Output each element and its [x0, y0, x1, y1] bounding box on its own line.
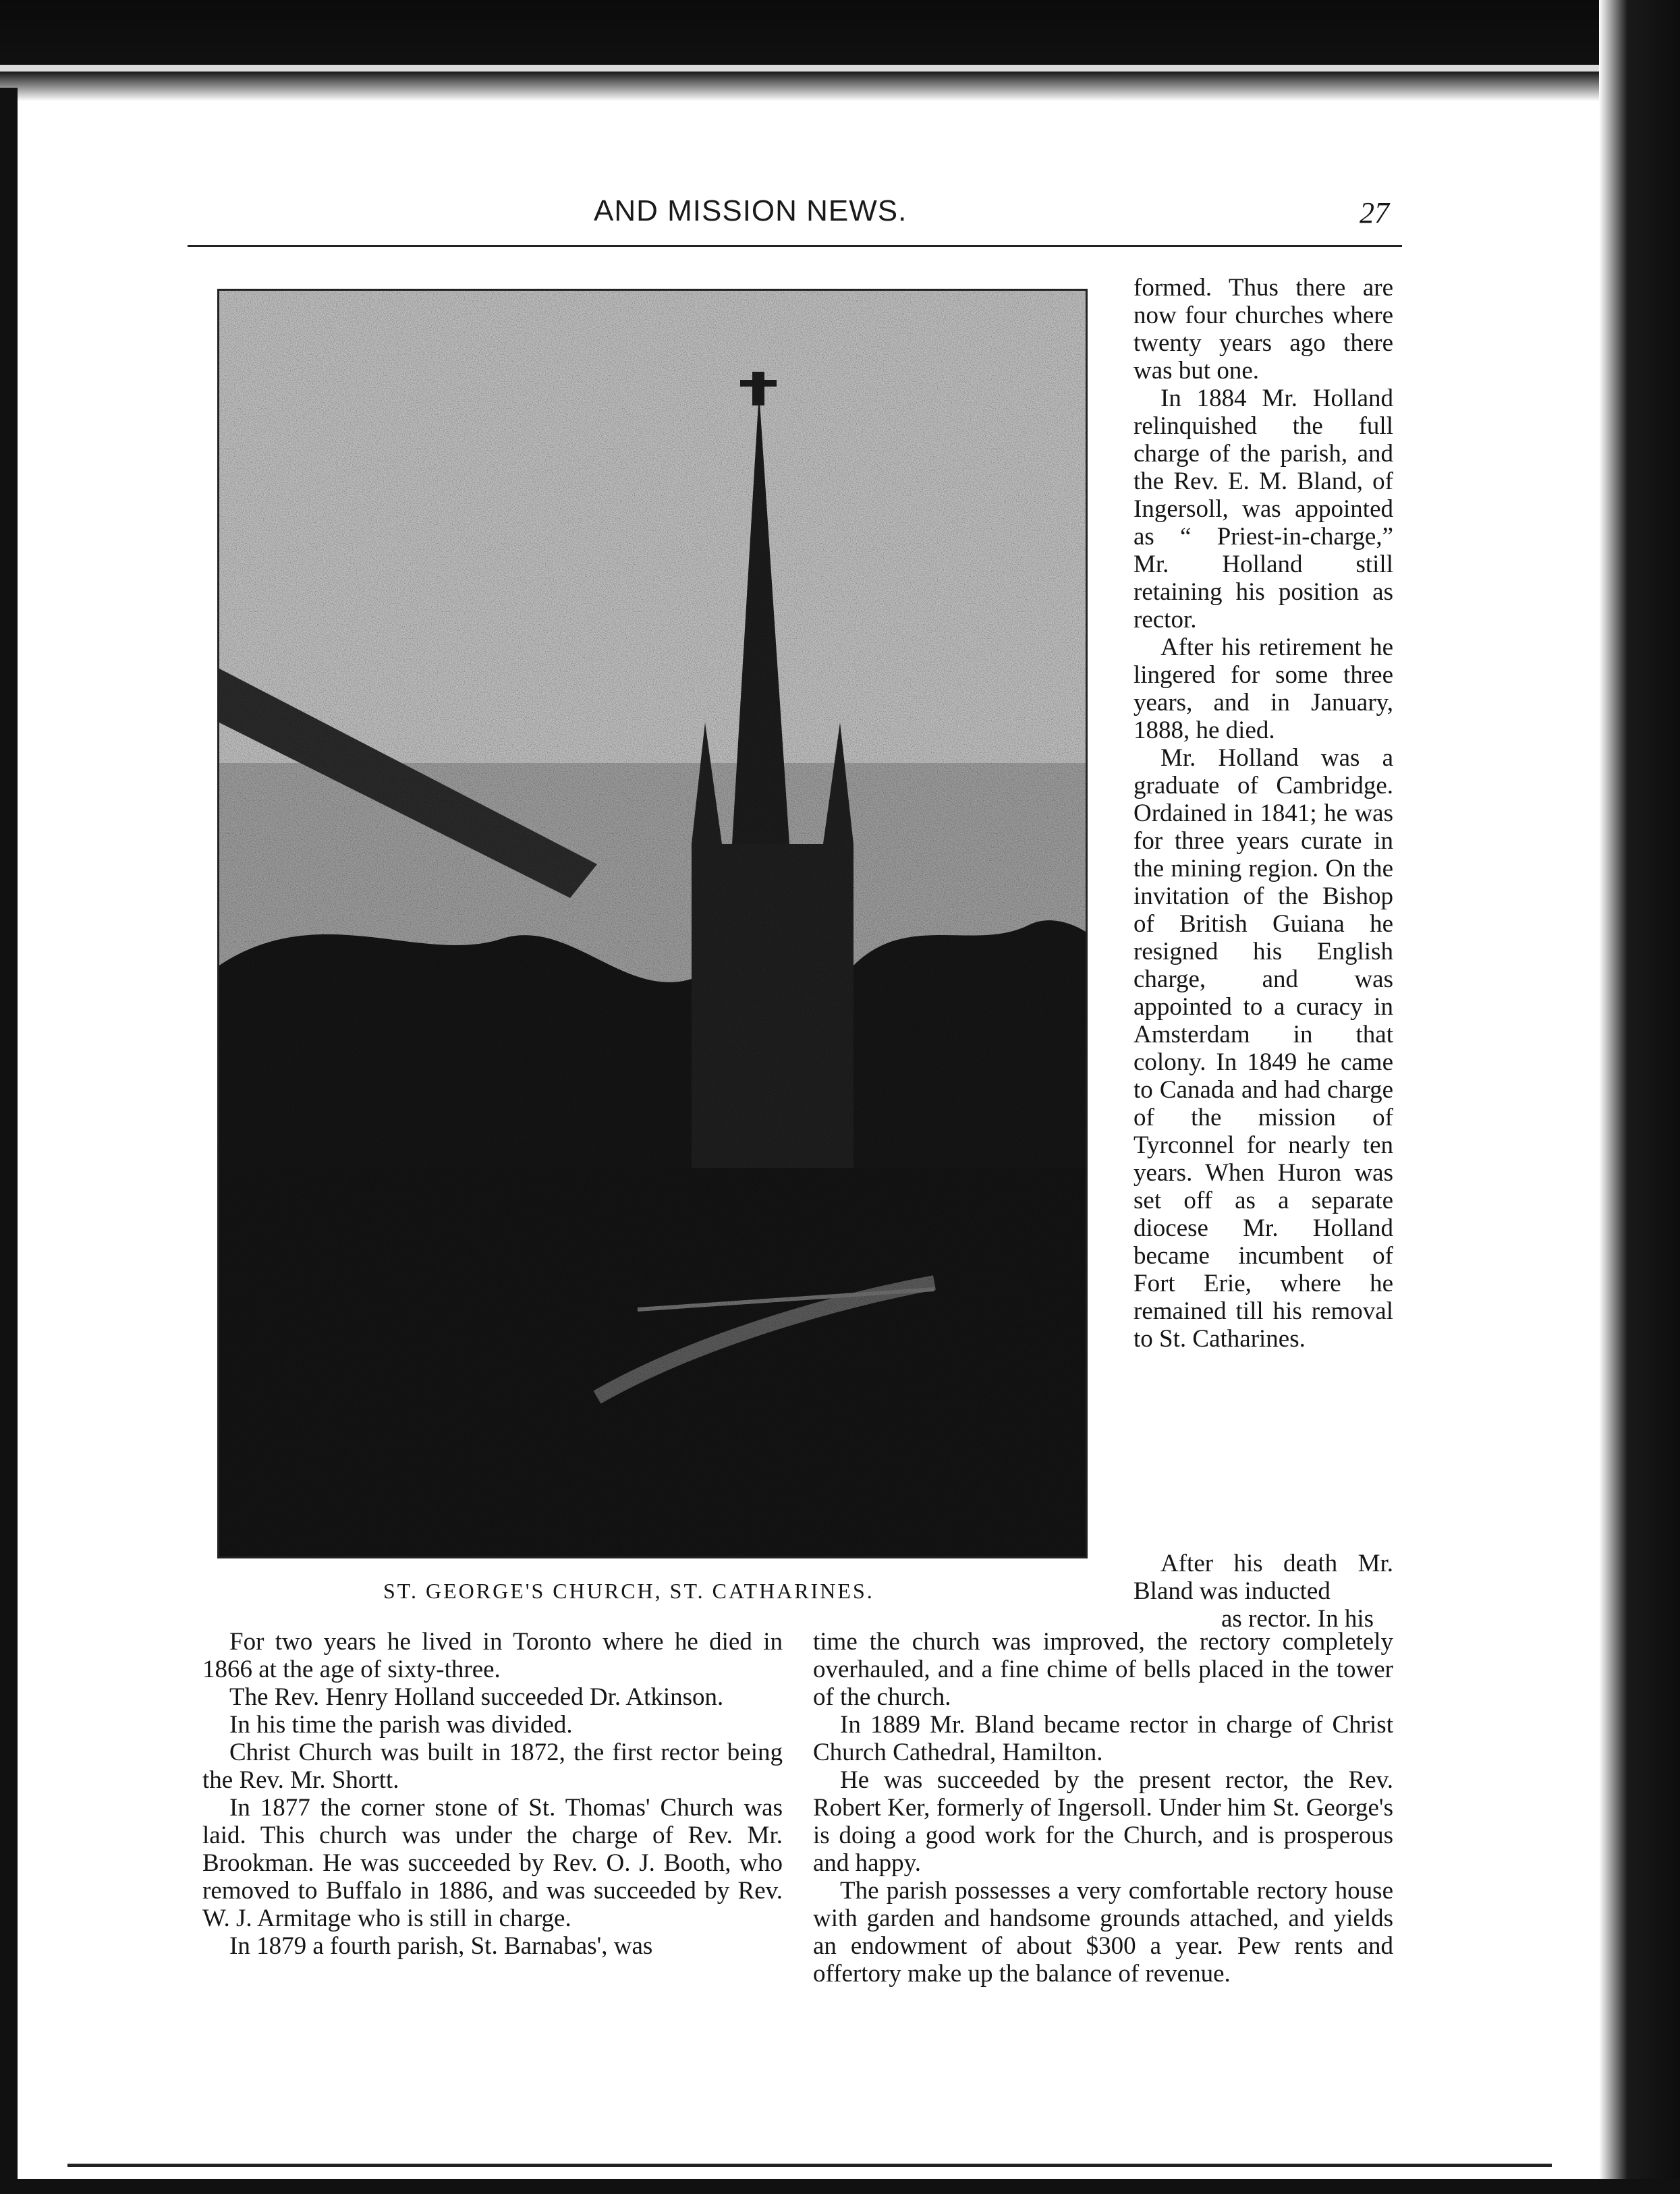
paragraph: In 1877 the corner stone of St. Thomas' Church was laid. This church was under the charge of Rev. Mr. Brookman. He was succeeded by Rev. O. J. Booth, who removed to Buffalo in 1886, and was succeeded by Rev. W. J. Armitage who is still in charge. [202, 1794, 783, 1932]
scan-top-edge [0, 0, 1680, 101]
paragraph: For two years he lived in Toronto where he died in 1866 at the age of sixty-three. [202, 1628, 783, 1683]
church-steeple-photo-icon [219, 291, 1086, 1556]
church-photo [217, 289, 1088, 1558]
paragraph: In 1884 Mr. Holland relinquished the full charge of the parish, and the Rev. E. M. Bland, of Ingersoll, was appointed as “ Priest-in-charge,” Mr. Holland still retaining his position as rector. [1133, 385, 1393, 634]
paragraph: After his retirement he lingered for some three years, and in January, 1888, he died. [1133, 634, 1393, 744]
paragraph: The Rev. Henry Holland succeeded Dr. Atkinson. [229, 1683, 724, 1711]
scan-bottom-edge [0, 2179, 1680, 2194]
paragraph: In his time the parish was divided. [229, 1711, 573, 1739]
paragraph: He was succeeded by the present rector, the Rev. Robert Ker, formerly of Ingersoll. Under him St. George's is doing a good work for the Church, and is prosperous and happy. [813, 1766, 1393, 1877]
scan-right-edge [1599, 0, 1680, 2194]
middle-text-column [813, 1628, 1393, 1988]
paragraph: as rector. In his [1221, 1605, 1374, 1633]
paragraph: formed. Thus there are now four churches where twenty years ago there was but one. [1133, 274, 1393, 385]
right-text-column [1133, 274, 1393, 1353]
page-number: 27 [1360, 196, 1389, 229]
scan-left-edge [0, 88, 18, 2194]
right-column-tail [1133, 1550, 1393, 1633]
paragraph: Christ Church was built in 1872, the first rector being the Rev. Mr. Shortt. [202, 1739, 783, 1794]
left-text-column [202, 1628, 783, 1960]
paragraph: In 1889 Mr. Bland became rector in charge of Christ Church Cathedral, Hamilton. [813, 1711, 1393, 1766]
scan-top-stripe [0, 65, 1680, 72]
paragraph: time the church was improved, the rectory completely overhauled, and a fine chime of bells placed in the tower of the church. [813, 1628, 1393, 1711]
paragraph: Mr. Holland was a graduate of Cambridge. Ordained in 1841; he was for three years curate in the mining region. On the invitation of the Bishop of British Guiana he resigned his English charge, and was appointed to a curacy in Amsterdam in that colony. In 1849 he came to Canada and had charge of the mission of Tyrconnel for nearly ten years. When Huron was set off as a separate diocese Mr. Holland became incumbent of Fort Erie, where he remained till his removal to St. Catharines. [1133, 744, 1393, 1353]
header-rule [188, 245, 1402, 247]
photo-caption: ST. GEORGE'S CHURCH, ST. CATHARINES. [383, 1579, 874, 1603]
paragraph: After his death Mr. Bland was inducted [1133, 1550, 1393, 1605]
paragraph: The parish possesses a very comfortable rectory house with garden and handsome grounds attached, and yields an endowment of about $300 a year. Pew rents and offertory make up the balance of revenue. [813, 1877, 1393, 1988]
scan-bottom-rule [67, 2164, 1552, 2167]
paragraph: In 1879 a fourth parish, St. Barnabas', was [229, 1932, 653, 1960]
page-header-title: AND MISSION NEWS. [594, 194, 907, 227]
